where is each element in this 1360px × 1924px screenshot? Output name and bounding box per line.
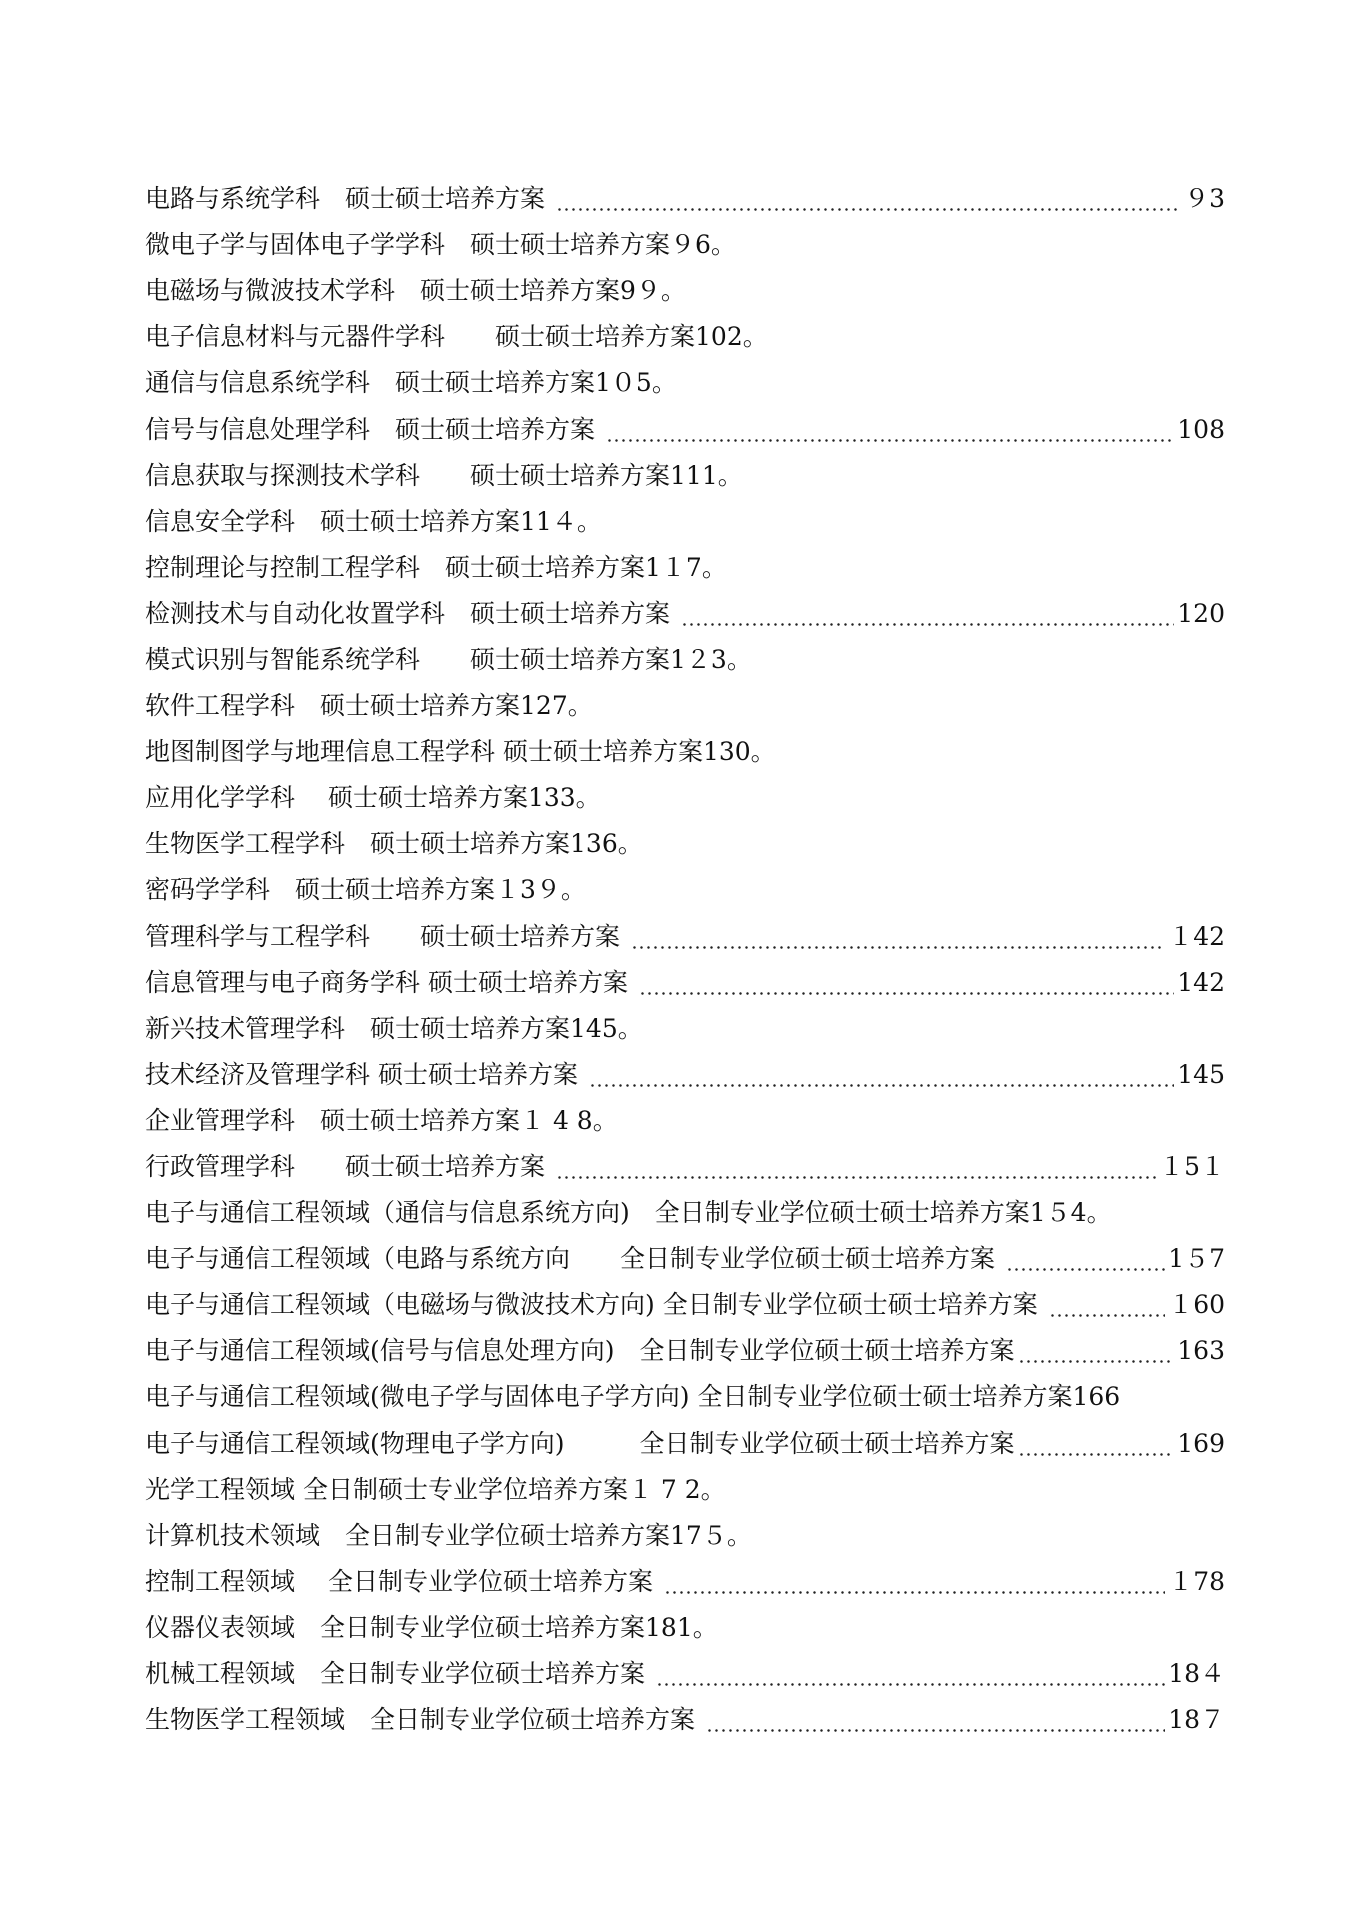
- paragraph-mark: 。: [726, 644, 752, 674]
- toc-entry[interactable]: [145, 1605, 1225, 1651]
- toc-page-number: １42: [1168, 921, 1225, 951]
- toc-entry-title: 生物医学工程领域 全日制专业学位硕士培养方案: [145, 1705, 703, 1735]
- toc-page-number: 142: [1177, 967, 1225, 997]
- dot-leader: [1018, 1336, 1175, 1366]
- toc-entry[interactable]: [145, 1328, 1225, 1374]
- toc-entry-title: 密码学学科 硕士硕士培养方案１3９: [145, 875, 561, 905]
- toc-entry-title: 电路与系统学科 硕士硕士培养方案: [145, 184, 553, 214]
- dot-leader: [556, 1152, 1156, 1182]
- paragraph-mark: 。: [742, 322, 768, 352]
- toc-entry-title: 电磁场与微波技术学科 硕士硕士培养方案9９: [145, 276, 661, 306]
- toc-entry[interactable]: [145, 1513, 1225, 1559]
- dot-leader: [681, 599, 1174, 629]
- toc-entry-title: 微电子学与固体电子学学科 硕士硕士培养方案９6: [145, 230, 711, 260]
- toc-entry-title: 光学工程领域 全日制硕士专业学位培养方案１ 7 2: [145, 1474, 701, 1504]
- paragraph-mark: 。: [576, 506, 602, 536]
- toc-entry-title: 检测技术与自动化妆置学科 硕士硕士培养方案: [145, 598, 678, 628]
- toc-entry-title: 计算机技术领域 全日制专业学位硕士培养方案17５: [145, 1520, 727, 1550]
- toc-page-number: ９3: [1184, 184, 1225, 214]
- toc-entry-title: 电子与通信工程领域(信号与信息处理方向) 全日制专业学位硕士硕士培养方案: [145, 1336, 1015, 1366]
- paragraph-mark: 。: [567, 691, 593, 721]
- toc-entry[interactable]: [145, 1098, 1225, 1144]
- dot-leader: [639, 968, 1174, 998]
- toc-entry[interactable]: [145, 1006, 1225, 1052]
- toc-entry[interactable]: [145, 775, 1225, 821]
- toc-entry-title: 电子与通信工程领域(微电子学与固体电子学方向) 全日制专业学位硕士硕士培养方案: [145, 1382, 1073, 1412]
- toc-entry-title: 电子与通信工程领域（电磁场与微波技术方向) 全日制专业学位硕士硕士培养方案: [145, 1290, 1046, 1320]
- toc-entry-title: 仪器仪表领域 全日制专业学位硕士培养方案181: [145, 1612, 693, 1642]
- toc-page-number: 166: [1072, 1382, 1121, 1412]
- paragraph-mark: 。: [1086, 1198, 1112, 1228]
- toc-entry[interactable]: [145, 683, 1225, 729]
- paragraph-mark: 。: [651, 368, 677, 398]
- paragraph-mark: 。: [710, 230, 736, 260]
- toc-entry-title: 电子与通信工程领域(物理电子学方向) 全日制专业学位硕士硕士培养方案: [145, 1428, 1015, 1458]
- toc-page-number: １78: [1168, 1566, 1225, 1596]
- paragraph-mark: 。: [700, 1474, 726, 1504]
- toc-entry-title: 行政管理学科 硕士硕士培养方案: [145, 1152, 553, 1182]
- toc-entry[interactable]: [145, 1052, 1225, 1098]
- toc-page-number: 120: [1177, 598, 1225, 628]
- dot-leader: [631, 922, 1165, 952]
- paragraph-mark: 。: [660, 276, 686, 306]
- toc-entry[interactable]: [145, 867, 1225, 913]
- toc-entry-title: 软件工程学科 硕士硕士培养方案127: [145, 691, 568, 721]
- toc-entry[interactable]: [145, 314, 1225, 360]
- toc-entry[interactable]: [145, 1282, 1225, 1328]
- toc-entry[interactable]: [145, 453, 1225, 499]
- toc-entry-title: 生物医学工程学科 硕士硕士培养方案136: [145, 829, 618, 859]
- table-of-contents: [145, 176, 1225, 1743]
- toc-entry[interactable]: [145, 545, 1225, 591]
- toc-page-number: 145: [1177, 1059, 1225, 1089]
- paragraph-mark: 。: [701, 552, 727, 582]
- dot-leader: [664, 1567, 1165, 1597]
- toc-page-number: 1５7: [1168, 1244, 1225, 1274]
- paragraph-mark: 。: [560, 875, 586, 905]
- toc-entry-title: 通信与信息系统学科 硕士硕士培养方案1０5: [145, 368, 652, 398]
- toc-entry[interactable]: [145, 406, 1225, 452]
- toc-entry-title: 电子信息材料与元器件学科 硕士硕士培养方案102: [145, 322, 743, 352]
- toc-entry-title: 技术经济及管理学科 硕士硕士培养方案: [145, 1059, 586, 1089]
- dot-leader: [1018, 1429, 1175, 1459]
- toc-entry[interactable]: [145, 1421, 1225, 1467]
- toc-entry[interactable]: [145, 222, 1225, 268]
- toc-entry[interactable]: [145, 268, 1225, 314]
- toc-entry-title: 地图制图学与地理信息工程学科 硕士硕士培养方案130: [145, 737, 751, 767]
- toc-entry-title: 模式识别与智能系统学科 硕士硕士培养方案1２3: [145, 644, 727, 674]
- toc-entry-title: 信息获取与探测技术学科 硕士硕士培养方案111: [145, 460, 718, 490]
- toc-entry[interactable]: [145, 499, 1225, 545]
- toc-entry[interactable]: [145, 176, 1225, 222]
- paragraph-mark: 。: [592, 1105, 618, 1135]
- toc-entry-title: 控制工程领域 全日制专业学位硕士培养方案: [145, 1566, 661, 1596]
- toc-entry[interactable]: [145, 914, 1225, 960]
- paragraph-mark: 。: [726, 1520, 752, 1550]
- toc-page-number: 169: [1177, 1428, 1225, 1458]
- toc-entry[interactable]: [145, 1467, 1225, 1513]
- toc-entry[interactable]: [145, 1651, 1225, 1697]
- toc-page-number: 18４: [1168, 1659, 1225, 1689]
- dot-leader: [656, 1659, 1165, 1689]
- paragraph-mark: 。: [750, 737, 776, 767]
- toc-entry[interactable]: [145, 1697, 1225, 1743]
- toc-entry[interactable]: [145, 821, 1225, 867]
- toc-entry-title: 机械工程领域 全日制专业学位硕士培养方案: [145, 1659, 653, 1689]
- paragraph-mark: 。: [617, 1013, 643, 1043]
- toc-page-number: １60: [1168, 1290, 1225, 1320]
- toc-entry[interactable]: [145, 1144, 1225, 1190]
- paragraph-mark: 。: [717, 460, 743, 490]
- dot-leader: [606, 415, 1174, 445]
- paragraph-mark: 。: [692, 1612, 718, 1642]
- toc-entry[interactable]: [145, 1190, 1225, 1236]
- dot-leader: [1049, 1290, 1166, 1320]
- toc-entry[interactable]: [145, 591, 1225, 637]
- toc-entry-title: 新兴技术管理学科 硕士硕士培养方案145: [145, 1013, 618, 1043]
- toc-entry-title: 电子与通信工程领域（电路与系统方向 全日制专业学位硕士硕士培养方案: [145, 1244, 1003, 1274]
- dot-leader: [1006, 1244, 1165, 1274]
- toc-entry[interactable]: [145, 1559, 1225, 1605]
- dot-leader: [556, 184, 1181, 214]
- toc-entry-title: 电子与通信工程领域（通信与信息系统方向) 全日制专业学位硕士硕士培养方案1５4: [145, 1198, 1087, 1228]
- toc-entry[interactable]: [145, 360, 1225, 406]
- toc-entry-title: 信号与信息处理学科 硕士硕士培养方案: [145, 414, 603, 444]
- toc-entry[interactable]: [145, 960, 1225, 1006]
- toc-page-number: １5１: [1159, 1152, 1225, 1182]
- paragraph-mark: 。: [575, 783, 601, 813]
- toc-entry[interactable]: [145, 1374, 1225, 1420]
- toc-entry-title: 信息安全学科 硕士硕士培养方案11４: [145, 506, 577, 536]
- toc-entry-title: 应用化学学科 硕士硕士培养方案133: [145, 783, 576, 813]
- paragraph-mark: 。: [617, 829, 643, 859]
- toc-entry-title: 企业管理学科 硕士硕士培养方案１ 4 8: [145, 1105, 593, 1135]
- dot-leader: [589, 1060, 1174, 1090]
- toc-entry-title: 控制理论与控制工程学科 硕士硕士培养方案1１7: [145, 552, 702, 582]
- toc-entry-title: 管理科学与工程学科 硕士硕士培养方案: [145, 921, 628, 951]
- dot-leader: [706, 1705, 1165, 1735]
- toc-entry[interactable]: [145, 729, 1225, 775]
- toc-entry[interactable]: [145, 1236, 1225, 1282]
- toc-page-number: 108: [1177, 414, 1225, 444]
- toc-page-number: 163: [1177, 1336, 1225, 1366]
- toc-page-number: 18７: [1168, 1705, 1225, 1735]
- toc-entry-title: 信息管理与电子商务学科 硕士硕士培养方案: [145, 967, 636, 997]
- toc-entry[interactable]: [145, 637, 1225, 683]
